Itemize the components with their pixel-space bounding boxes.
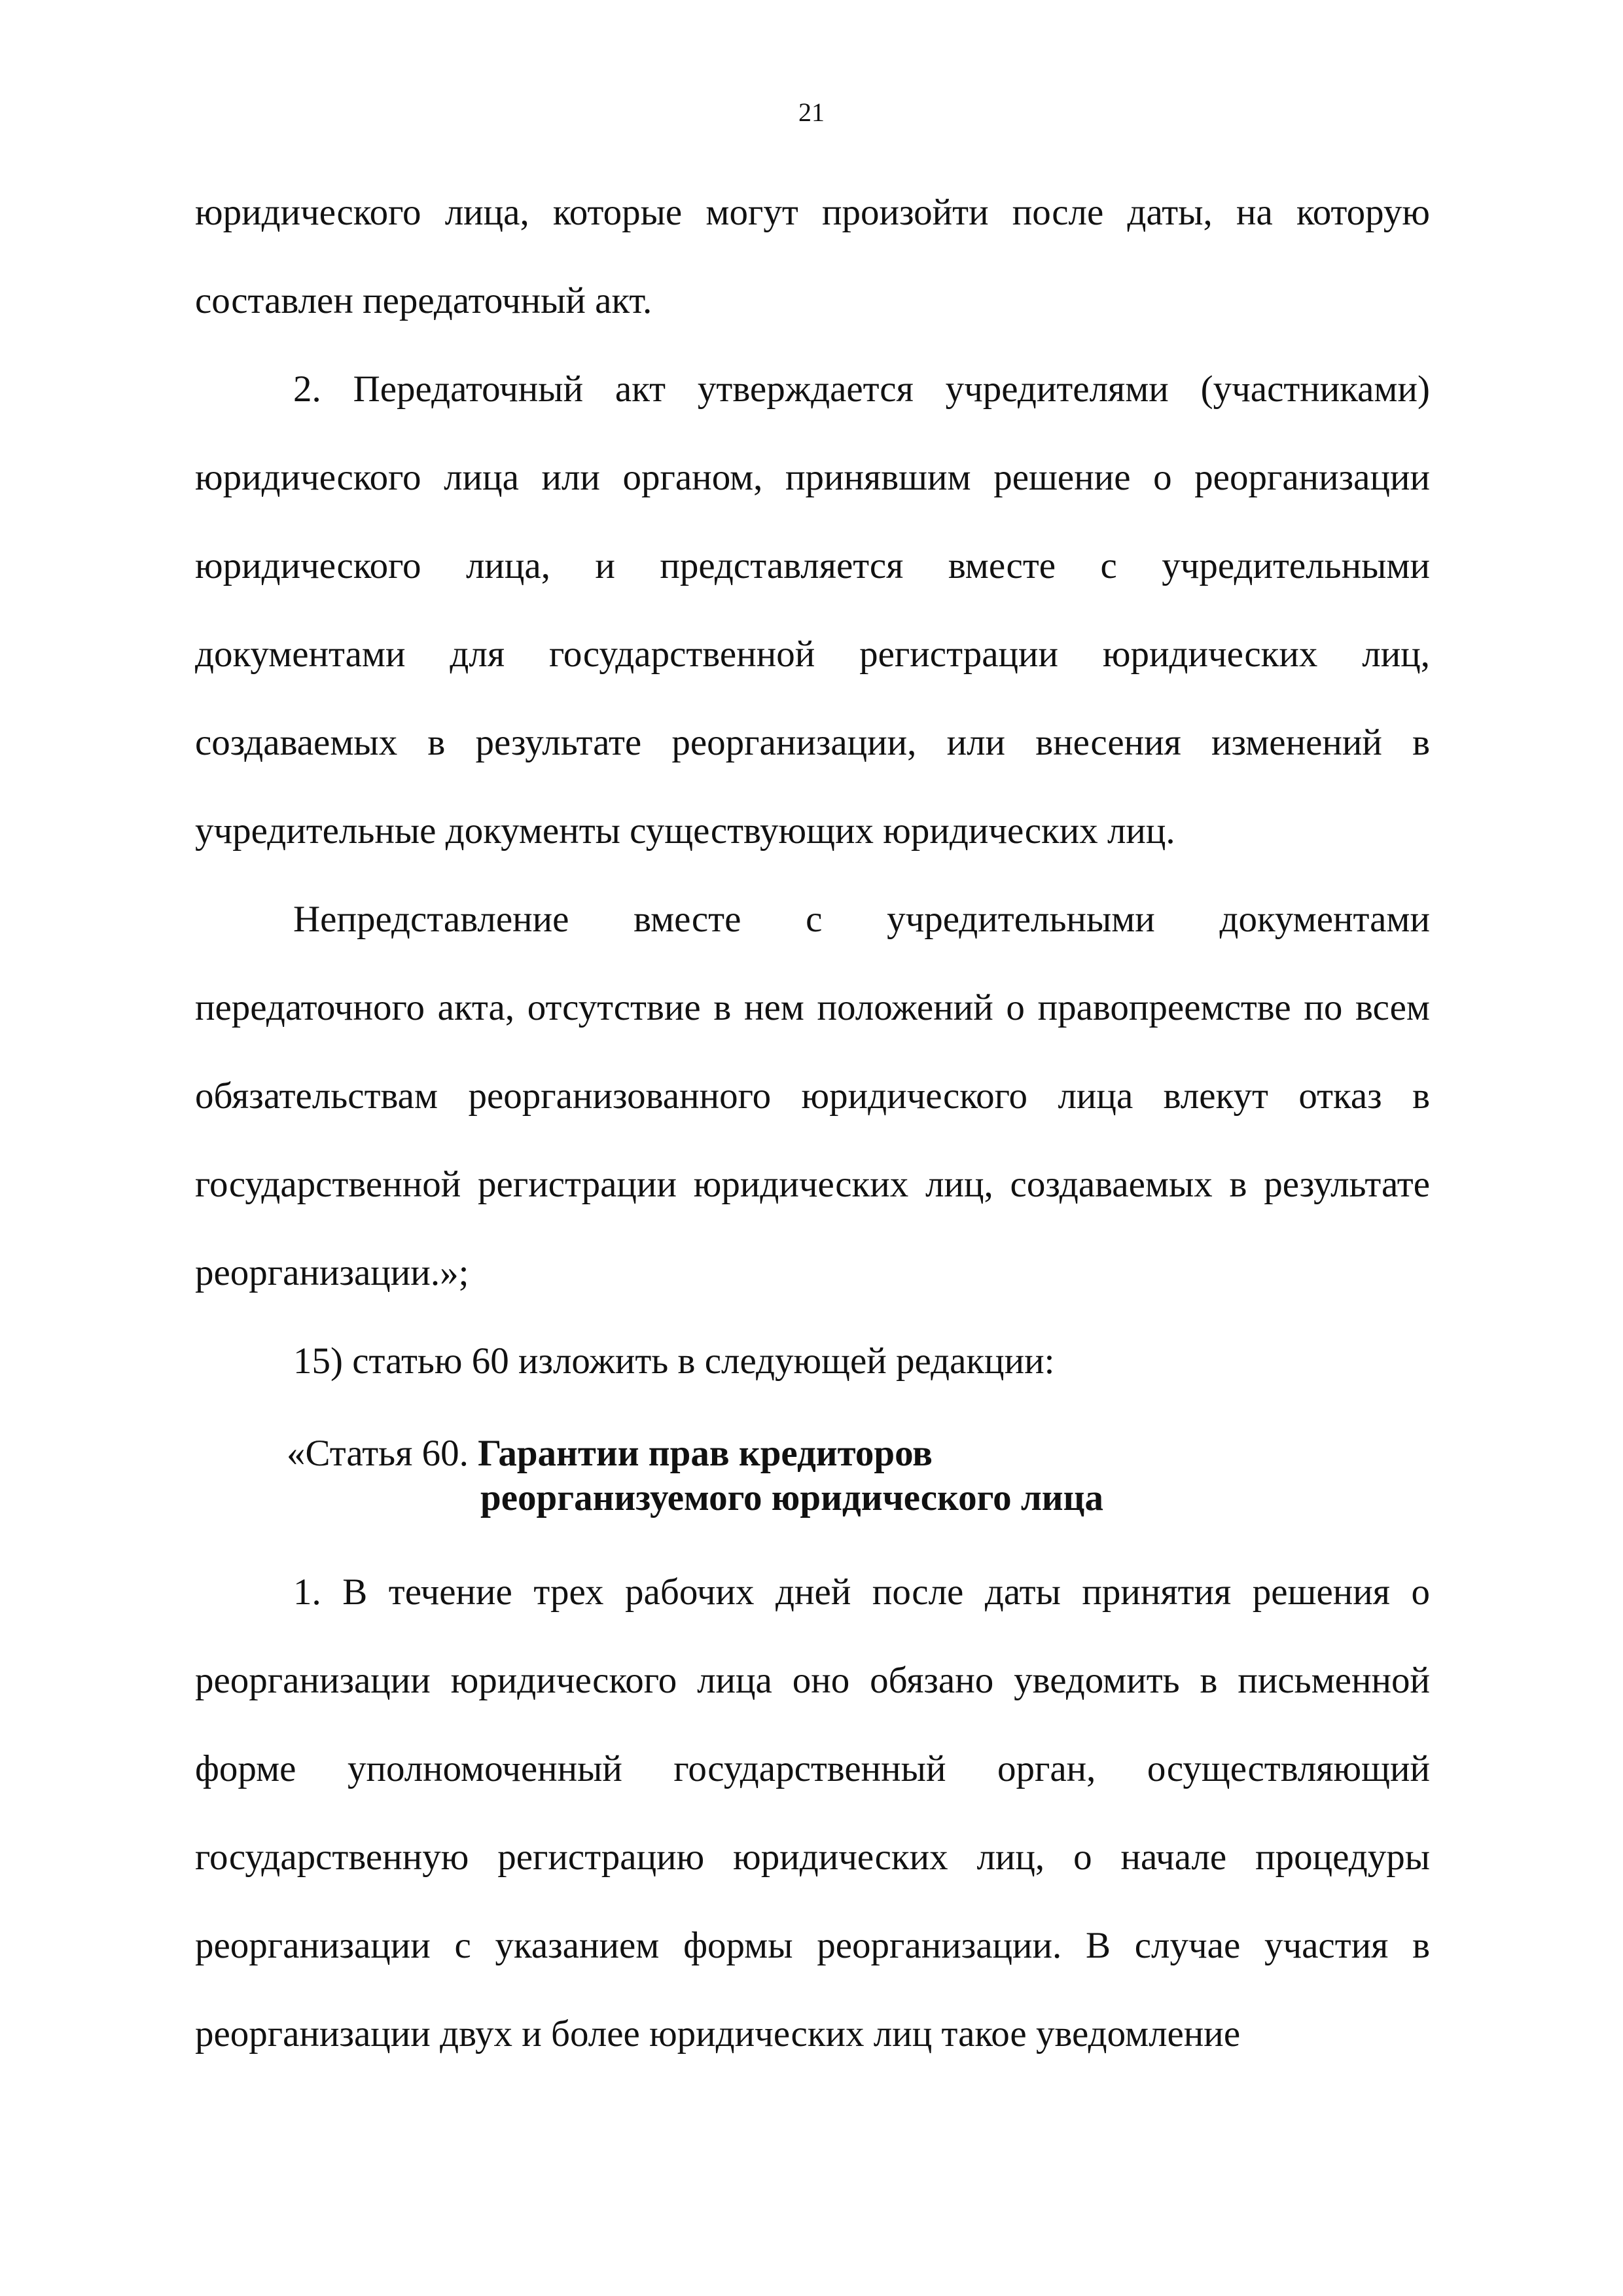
paragraph-nonsubmission: Непредставление вместе с учредительными документами передаточного акта, отсутствие в нем положений о правопреемстве по всем обязательствам реорганизованного юридического лица влекут отказ в государственной регистрации юридических лиц, создаваемых в результате реорганизации.»; [195,899,1430,1293]
page-number: 21 [798,98,825,127]
article-heading [195,1431,1430,1520]
article-title-line1: Гарантии прав кредиторов [478,1433,933,1474]
paragraph-item-2: 2. Передаточный акт утверждается учредителями (участниками) юридического лица или органом, принявшим решение о реорганизации юридического лица, и представляется вместе с учредительными документами для государственной регистрации юридических лиц, создаваемых в результате реорганизации, или внесения изменений в учредительные документы существующих юридических лиц. [195,368,1430,852]
article-number: «Статья 60. [287,1433,469,1474]
paragraph-continuation: юридического лица, которые могут произойти после даты, на которую составлен передаточный акт. [195,192,1430,321]
paragraph-article-item-1: 1. В течение трех рабочих дней после даты принятия решения о реорганизации юридического лица оно обязано уведомить в письменной форме уполномоченный государственный орган, осуществляющий государственную регистрацию юридических лиц, о начале процедуры реорганизации с указанием формы реорганизации. В случае участия в реорганизации двух и более юридических лиц такое уведомление [195,1571,1430,2054]
article-title-line2: реорганизуемого юридического лица [480,1477,1103,1518]
paragraph-item-15: 15) статью 60 изложить в следующей редакции: [293,1340,1055,1382]
document-body [195,168,1430,2078]
